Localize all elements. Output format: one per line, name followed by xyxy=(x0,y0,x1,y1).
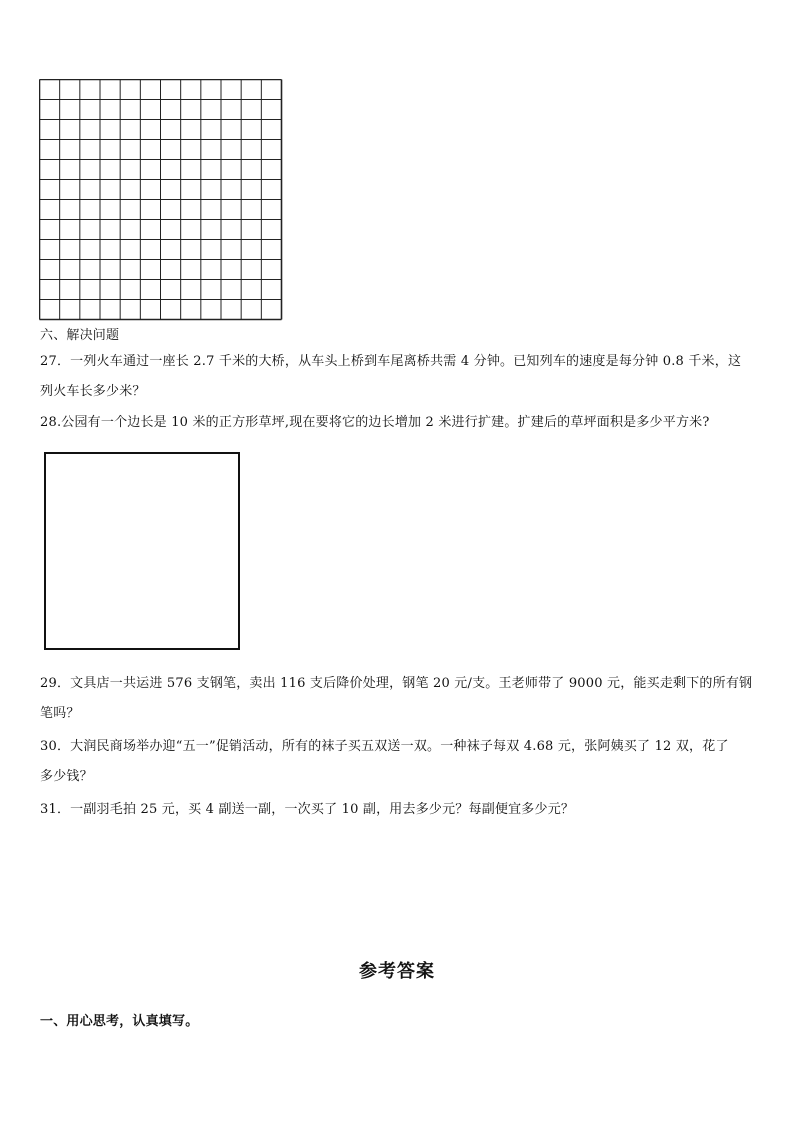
question-30-line-2: 多少钱？ xyxy=(40,769,93,784)
question-29-line-2: 笔吗？ xyxy=(40,706,80,721)
question-30-line-1: 30．大润民商场举办迎“五一”促销活动，所有的袜子买五双送一双。一种袜子每双 4.68 元，张阿姨买了 12 双，花了 xyxy=(40,739,729,754)
square-grid xyxy=(39,79,283,321)
answer-section-one-heading: 一、用心思考，认真填写。 xyxy=(40,1014,199,1029)
section-six-heading: 六、解决问题 xyxy=(40,328,120,343)
grid-lines xyxy=(39,79,283,321)
answer-key-title: 参考答案 xyxy=(359,961,435,982)
question-29-line-1: 29．文具店一共运进 576 支钢笔，卖出 116 支后降价处理，钢笔 20 元/支。王老师带了 9000 元，能买走剩下的所有钢 xyxy=(40,676,753,691)
question-31-line-1: 31．一副羽毛拍 25 元，买 4 副送一副，一次买了 10 副，用去多少元？每副便宜多少元？ xyxy=(40,802,575,817)
question-27-line-1: 27．一列火车通过一座长 2.7 千米的大桥，从车头上桥到车尾离桥共需 4 分钟。已知列车的速度是每分钟 0.8 千米，这 xyxy=(40,354,742,369)
square-lawn-figure xyxy=(44,452,240,650)
question-27-line-2: 列火车长多少米？ xyxy=(40,384,146,399)
question-28-line-1: 28.公园有一个边长是 10 米的正方形草坪,现在要将它的边长增加 2 米进行扩建。扩建后的草坪面积是多少平方米? xyxy=(40,415,710,430)
